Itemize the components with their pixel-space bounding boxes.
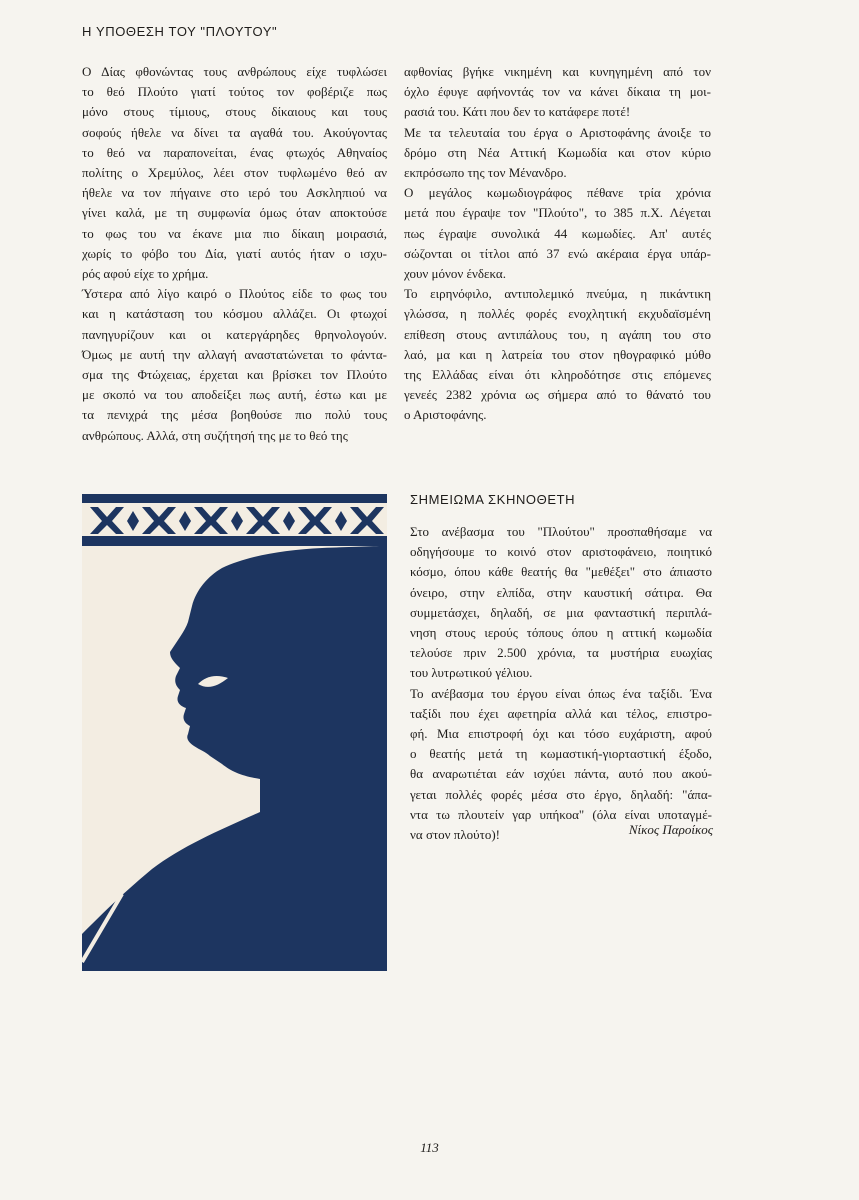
text-line: σώζονται οι τίτλοι από 37 ενώ ακέραια έργα υπάρ- — [404, 245, 711, 261]
article-left-column — [82, 62, 387, 446]
text-line: όνειρο, στην ελπίδα, στην καυστική σάτιρα. Θα — [410, 584, 712, 600]
text-line: Το ειρηνόφιλο, αντιπολεμικό πνεύμα, η πικάντικη — [404, 286, 711, 302]
text-line: σοφούς ήθελε να δίνει τα αγαθά του. Ακούγοντας — [82, 124, 387, 140]
text-line: τελούσε πριν 2.500 χρόνια, τα μυστήρια ευωχίας — [410, 645, 712, 661]
border-bottom-strip — [82, 536, 387, 546]
text-line: Ύστερα από λίγο καιρό ο Πλούτος είδε το φως του — [82, 286, 387, 302]
text-line: οδηγήσουμε το κοινό στον αριστοφάνειο, ποιητικό — [410, 544, 712, 560]
text-line: Το ανέβασμα του έργου είναι όπως ένα ταξίδι. Ένα — [410, 685, 712, 701]
text-line: του λυτρωτικού γέλιου. — [410, 665, 533, 681]
pottery-profile-illustration — [82, 494, 387, 971]
text-line: θα αναρωτιέται εάν ισχύει πάντα, αυτό που ακού- — [410, 766, 712, 782]
text-line: ντα τω πλουτείν γαρ υπήκοα" (όλα είναι υποταγμέ- — [410, 806, 712, 822]
director-signature: Νίκος Παροίκος — [628, 822, 713, 837]
text-line: το θεό να παραπονείται, ένας φτωχός Αθηναίος — [82, 144, 387, 160]
text-line: ο θεατής μετά τη κωμαστική-γιορταστική έξοδο, — [410, 746, 712, 762]
text-line: τα πενιχρά της μέσα βοηθούσε πιο πολύ τους — [82, 407, 387, 423]
text-line: πως έγραψε συνολικά 44 κωμωδίες. Απ' αυτές — [404, 225, 711, 241]
text-line: ρός αφού είχε το χρήμα. — [82, 266, 209, 282]
text-line: το φως του να έκανε μια πιο δίκαιη μοιρασιά, — [82, 225, 387, 241]
text-line: ταξίδι που έχει αφετηρία αλλά και τέλος, επιστρο- — [410, 705, 712, 721]
director-note-title: ΣΗΜΕΙΩΜΑ ΣΚΗΝΟΘΕΤΗ — [410, 492, 576, 507]
text-line: και η κατάσταση του κόσμου αλλάζει. Οι φτωχοί — [82, 306, 387, 322]
article-title: Η ΥΠΟΘΕΣΗ ΤΟΥ "ΠΛΟΥΤΟΥ" — [82, 24, 278, 39]
director-note-body — [410, 522, 712, 845]
text-line: της Ελλάδας είναι ότι κληροδότησε στις επόμενες — [404, 367, 711, 383]
article-right-column — [404, 62, 711, 426]
meander-border-band — [82, 494, 387, 546]
text-line: πανηγυρίζουν και οι κατεργάρηδες θρηνολογούν. — [82, 326, 387, 342]
text-line: όχλο έφυγε αφήνοντάς τον να κάνει δίκαια τη μοι- — [404, 84, 711, 100]
text-line: μόνο στους τίμιους, στους δίκαιους και τους — [82, 104, 387, 120]
text-line: Με τα τελευταία του έργα ο Αριστοφάνης άνοιξε το — [404, 124, 711, 140]
text-line: νηση στους ιερούς τόπους όπου η αττική κωμωδία — [410, 625, 712, 641]
text-line: γίνει καλά, με τη συμφωνία όμως όταν αποκτούσε — [82, 205, 387, 221]
text-line: ρασιά του. Κάτι που δεν το κατάφερε ποτέ! — [404, 104, 631, 120]
text-line: Ο μεγάλος κωμωδιογράφος πέθανε τρία χρόνια — [404, 185, 711, 201]
text-line: σμα της Φτώχειας, έρχεται και βρίσκει τον Πλούτο — [82, 367, 387, 383]
text-line: Ο Δίας φθονώντας τους ανθρώπους είχε τυφλώσει — [82, 64, 387, 79]
text-line: δρόμο στη Νέα Αττική Κωμωδία και στον κύριο — [404, 144, 711, 160]
text-line: αφθονίας βγήκε νικημένη και κυνηγημένη από τον — [404, 64, 711, 79]
text-line: Όμως με αυτή την αλλαγή αναστατώνεται το φάντα- — [82, 346, 387, 362]
border-top-strip — [82, 494, 387, 503]
text-line: να στον πλούτο)! — [410, 827, 500, 843]
text-line: συμμετάσχει, δηλαδή, σε μια φανταστική περιπλά- — [410, 604, 712, 620]
text-line: με σκοπό να του αποδείξει πως αυτή, έστω και με — [82, 387, 387, 403]
text-line: λαό, μα και η λατρεία του στον ηθογραφικό μύθο — [404, 346, 711, 362]
text-line: χωρίς το φόβο του Δία, γιατί αυτός ήταν ο ισχυ- — [82, 245, 387, 261]
text-line: Στο ανέβασμα του "Πλούτου" προσπαθήσαμε να — [410, 524, 712, 539]
text-line: εκπρόσωπο της τον Μένανδρο. — [404, 165, 567, 181]
text-line: μετά που έγραψε τον "Πλούτο", το 385 π.Χ. Λέγεται — [404, 205, 711, 221]
page-number: 113 — [420, 1140, 439, 1155]
text-line: ο Αριστοφάνης. — [404, 407, 487, 423]
text-line: χουν μόνον ένδεκα. — [404, 266, 506, 282]
text-line: το θεό Πλούτο γιατί τούτος τον φοβέριζε πως — [82, 84, 387, 100]
text-line: ήθελε να τον πήγαινε στο ιερό του Ασκληπιού να — [82, 185, 387, 201]
text-line: κόσμο, όπου κάθε θεατής θα "μεθέξει" στο άπιαστο — [410, 564, 712, 580]
text-line: πολίτης ο Χρεμύλος, λέει στον τυφλωμένο θεό αν — [82, 165, 387, 181]
text-line: γενεές 2382 χρόνια ως σήμερα από το θάνατό του — [404, 387, 711, 403]
text-line: γλώσσα, η πολλές φορές ενοχλητική εκχυδαϊσμένη — [404, 306, 711, 322]
text-line: ανθρώπους. Αλλά, στη συζήτησή της με το θεό της — [82, 427, 348, 443]
text-line: φή. Μια επιστροφή όχι και τόσο ευχάριστη, αφού — [410, 726, 712, 742]
text-line: επίθεση στους αντιπάλους του, η αγάπη του στο — [404, 326, 711, 342]
text-line: γεται πολλές φορές μέσα στο έργο, δηλαδή: "άπα- — [410, 786, 712, 802]
